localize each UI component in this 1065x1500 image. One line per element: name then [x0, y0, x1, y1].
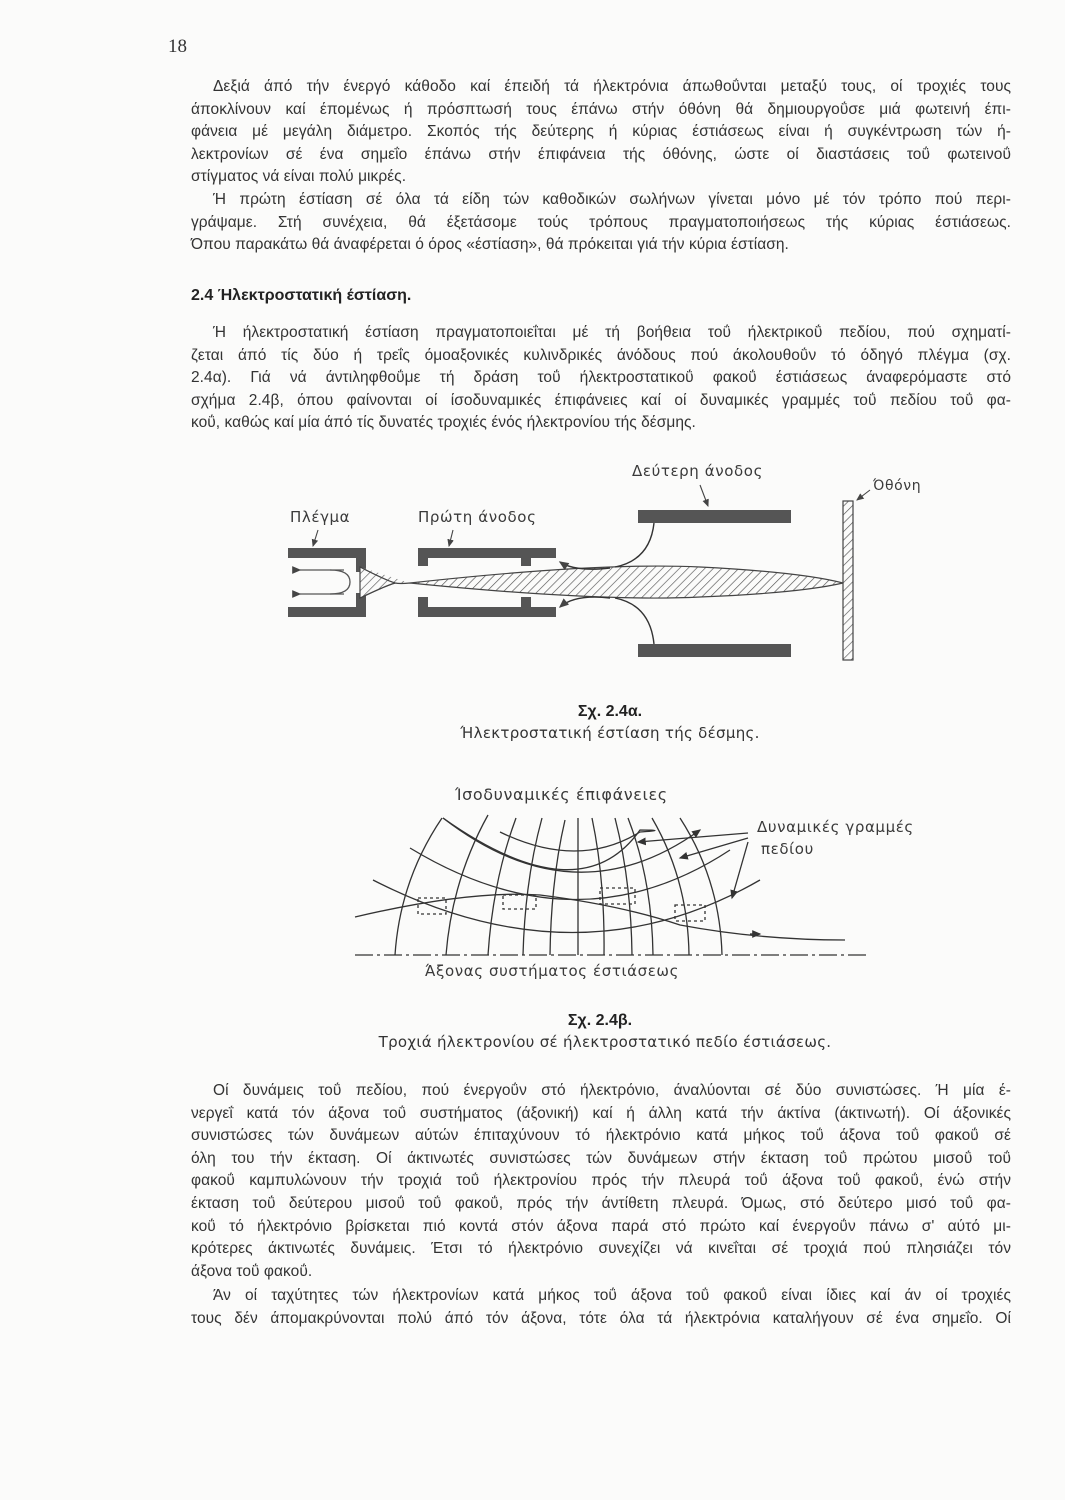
paragraph-velocities	[191, 1285, 1011, 1330]
text-line: άξονα τοΰ φακοΰ.	[191, 1262, 313, 1280]
figure-2-4a-number: Σχ. 2.4α.	[577, 703, 643, 720]
text-line: κοΰ, καθώς καί μία άπό τίς δυνατές τροχιές ένός ήλεκτρονίου τής δέσμης.	[191, 414, 696, 432]
label-equipotential: Ίσοδυναμικές έπιφάνειες	[455, 785, 668, 804]
text-line: φακοΰ καμπυλώνουν τήν τροχιά τοΰ ήλεκτρονίου πρός τήν πλευρά τοΰ άξονα τοΰ φακοΰ, ένώ στήν	[191, 1172, 1011, 1190]
text-line: έκταση τοΰ δεύτερου μισοΰ τοΰ φακοΰ, πρός τήν άντίθετη πλευρά. Όμως, στό δεύτερο μισό τοΰ φα-	[191, 1194, 1011, 1212]
text-line: λεκτρονίων σέ ένα σημεΐο έπάνω στήν έπιφάνεια τής όθόνης, ώστε οί διαστάσεις τοΰ φωτεινοΰ	[191, 145, 1011, 163]
text-line: όλη του τήν έκταση. Οί άκτινωτές συνιστώσες τών δυνάμεων στήν έκταση τοΰ πρώτου μισοΰ τοΰ	[191, 1149, 1011, 1167]
figure-2-4b-caption: Τροχιά ήλεκτρονίου σέ ήλεκτροστατικό πεδίο έστιάσεως.	[378, 1033, 832, 1051]
label-screen: Όθόνη	[873, 478, 922, 494]
text-line: σχήμα 2.4β, όπου φαίνονται οί ίσοδυναμικές έπιφάνειες καί οί δυναμικές γραμμές τοΰ πεδίου τοΰ φα-	[191, 391, 1011, 409]
text-line: 2.4α). Γιά νά άντιληφθοΰμε τή δράση τοΰ ήλεκτροστατικοΰ φακοΰ έστιάσεως άναφερόμαστε στό	[191, 369, 1011, 387]
label-grid: Πλέγμα	[290, 508, 351, 526]
text-line: κρότερες άκτινωτές δυνάμεις. Έτσι τό ήλεκτρόνιο συνεχίζει νά κινεΐται σέ τροχιά πού πλησιάζει τόν	[191, 1240, 1011, 1258]
label-field-lines: Δυναμικές γραμμές	[757, 818, 914, 836]
text-line: συνιστώσες τών δυνάμεων αύτών έπιταχύνουν τό ήλεκτρόνιο κατά μήκος τοΰ άξονα τοΰ φακοΰ σέ	[191, 1127, 1011, 1145]
text-line: κοΰ τό ήλεκτρόνιο βρίσκεται πιό κοντά στόν άξονα παρά στό πρώτο καί ένεργοΰν πάνω σ' αύτό μι-	[191, 1217, 1011, 1235]
text-line: Όπου παρακάτω θά άναφέρεται ό όρος «έστίαση», θά πρόκειται γιά τήν κύρια έστίαση.	[191, 236, 789, 254]
label-second-anode: Δεύτερη άνοδος	[632, 462, 763, 480]
page-number: 18	[168, 36, 187, 57]
text-line: στίγματος νά είναι πολύ μικρές.	[191, 168, 407, 186]
label-field-lines-2: πεδίου	[761, 840, 814, 858]
text-line: Ή ήλεκτροστατική έστίαση πραγματοποιεΐται μέ τή βοήθεια τοΰ ήλεκτρικοΰ πεδίου, πού σχηματί-	[213, 324, 1011, 341]
text-line: γράψαμε. Στή συνέχεια, θά έξετάσομε τούς τρόπους πραγματοποιήσεως τής κύριας έστιάσεως.	[191, 213, 1011, 231]
text-line: Άν οί ταχύτητες τών ήλεκτρονίων κατά μήκος τοΰ άξονα τοΰ φακοΰ είναι ίδιες καί άν οί τροχιές	[213, 1287, 1011, 1304]
label-axis: Άξονας συστήματος έστιάσεως	[425, 962, 679, 980]
text-line: Δεξιά άπό τήν ένεργό κάθοδο καί έπειδή τά ήλεκτρόνια άπωθοΰνται μεταξύ τους, οί τροχιές τους	[213, 78, 1011, 95]
text-line: νεργεΐ κατά τόν άξονα τοΰ συστήματος (άξονική) καί ή άλλη κατά τήν άκτίνα (άκτινωτή). Οί άξονικές	[191, 1104, 1011, 1122]
paragraph-forces	[191, 1080, 1011, 1283]
label-first-anode: Πρώτη άνοδος	[418, 508, 537, 526]
figure-2-4b-number: Σχ. 2.4β.	[567, 1012, 633, 1029]
text-line: ζεται άπό τίς δύο ή τρεΐς όμοαξονικές κυλινδρικές άνόδους πού άκολουθοΰν τό όδηγό πλέγμα (σχ.	[191, 346, 1011, 364]
text-line: Οί δυνάμεις τοΰ πεδίου, πού ένεργοΰν στό ήλεκτρόνιο, άναλύονται σέ δύο συνιστώσες. Ή μία έ-	[213, 1082, 1011, 1099]
text-line: άποκλίνουν καί έπομένως ή πρόσπτωσή τους έπάνω στήν όθόνη θά δημιουργοΰσε μιά φωτεινή έπι-	[191, 100, 1011, 118]
text-line: τους δέν άπομακρύνονται πολύ άπό τόν άξονα, τότε όλα τά ήλεκτρόνια καταλήγουν σέ ένα σημεΐο. Οί	[191, 1309, 1011, 1327]
figure-2-4a-caption: Ήλεκτροστατική έστίαση τής δέσμης.	[460, 724, 760, 742]
text-line: Ή πρώτη έστίαση σέ όλα τά είδη τών καθοδικών σωλήνων γίνεται μόνο μέ τόν τρόπο πού περι-	[213, 191, 1011, 208]
text-line: φάνεια μέ μεγάλη διάμετρο. Σκοπός τής δεύτερης ή κύριας έστιάσεως είναι ή συγκέντρωση τών ή-	[191, 123, 1011, 141]
section-heading: 2.4 Ήλεκτροστατική έστίαση.	[191, 287, 412, 304]
